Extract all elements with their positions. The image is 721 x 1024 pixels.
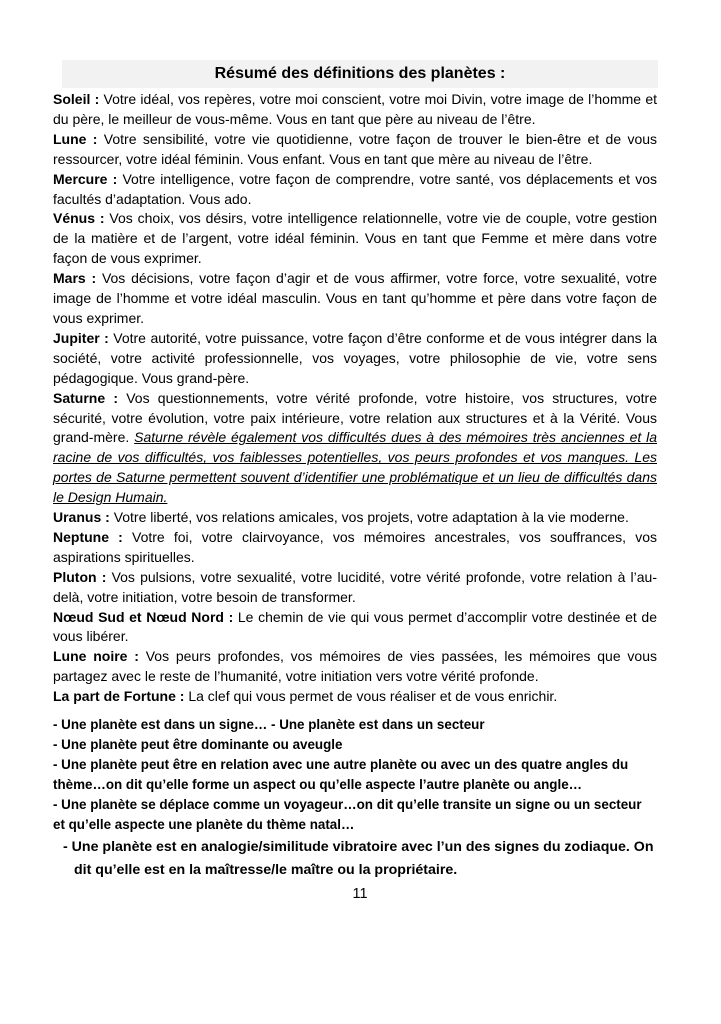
definition-text: Vos questionnements, votre vérité profonde, votre histoire, vos structures, votre sécurité, votre évolution, votre paix intérieure, votre relation aux structures et à la Vérité. Vous grand-mère.	[53, 389, 657, 446]
definition-text: Vos peurs profondes, vos mémoires de vies passées, les mémoires que vous partagez avec le reste de l’humanité, votre initiation vers votre vérité profonde.	[53, 648, 657, 685]
definition-term: Nœud Sud et Nœud Nord :	[53, 608, 234, 625]
definition-text: Vos choix, vos désirs, votre intelligence relationnelle, votre vie de couple, votre gestion de la matière et de l’argent, votre idéal féminin. Vous en tant que Femme et mère dans votre façon de vous exprimer.	[53, 210, 657, 267]
definition-term: Lune :	[53, 130, 98, 147]
definition-part-de-fortune	[53, 687, 657, 707]
definition-text: Votre intelligence, votre façon de comprendre, votre santé, vos déplacements et vos facultés d’adaptation. Vous ado.	[53, 170, 657, 207]
definition-mercure	[53, 170, 657, 210]
page-number: 11	[352, 886, 368, 903]
title-banner	[62, 60, 658, 88]
definition-text: La clef qui vous permet de vous réaliser et de vous enrichir.	[188, 688, 558, 705]
definition-term: Mercure :	[53, 170, 118, 187]
page-content	[53, 90, 657, 905]
definition-term: Mars :	[53, 270, 97, 287]
definition-lune	[53, 130, 657, 170]
page-title: Résumé des définitions des planètes :	[214, 65, 506, 82]
definition-term: Pluton :	[53, 568, 107, 585]
note-item: - Une planète peut être dominante ou aveugle	[53, 737, 343, 753]
definition-soleil	[53, 90, 657, 130]
definition-text: Votre autorité, votre puissance, votre façon d’être conforme et de vous intégrer dans la société, votre activité professionnelle, vos voyages, votre philosophie de vie, votre sens pédagogique. Vous grand-père.	[53, 329, 657, 386]
definition-emphasis: Saturne révèle également vos difficultés dues à des mémoires très anciennes et la racine de vos difficultés, vos faiblesses potentielles, vos peurs profondes et vos manques. Les portes de Saturne permettent souvent d’identifier une problématique et un lieu de difficultés dans le Design Humain.	[53, 429, 657, 506]
definition-term: Uranus :	[53, 509, 110, 526]
note-item: - Une planète se déplace comme un voyageur…on dit qu’elle transite un signe ou un secteur et qu’elle aspecte une planète du thème natal…	[53, 797, 642, 833]
notes-list	[53, 715, 657, 835]
definition-saturne	[53, 389, 657, 508]
definition-text: Votre foi, votre clairvoyance, vos mémoires ancestrales, vos souffrances, vos aspirations spirituelles.	[53, 528, 657, 565]
definition-venus	[53, 209, 657, 269]
definitions-list	[53, 90, 657, 707]
note-item: - Une planète peut être en relation avec une autre planète ou avec un des quatre angles du thème…on dit qu’elle forme un aspect ou qu’elle aspecte l’autre planète ou angle…	[53, 757, 629, 793]
definition-text: Votre liberté, vos relations amicales, vos projets, votre adaptation à la vie moderne.	[113, 509, 629, 526]
definition-term: Vénus :	[53, 210, 105, 227]
definition-text: Vos pulsions, votre sexualité, votre lucidité, votre vérité profonde, votre relation à l’au-delà, votre initiation, votre besoin de transformer.	[53, 568, 657, 605]
definition-term: Lune noire :	[53, 648, 139, 665]
definition-term: Neptune :	[53, 528, 123, 545]
definition-uranus	[53, 508, 657, 528]
definition-term: La part de Fortune :	[53, 688, 185, 705]
definition-jupiter	[53, 329, 657, 389]
definition-term: Soleil :	[53, 91, 100, 107]
definition-pluton	[53, 568, 657, 608]
final-note: - Une planète est en analogie/similitude vibratoire avec l’un des signes du zodiaque. On dit qu’elle est en la maîtresse/le maître ou la propriétaire.	[63, 839, 654, 879]
definition-term: Jupiter :	[53, 329, 109, 346]
definition-text: Votre sensibilité, votre vie quotidienne, votre façon de trouver le bien-être et de vous ressourcer, votre idéal féminin. Vous enfant. Vous en tant que mère au niveau de l’être.	[53, 130, 658, 167]
definition-text: Votre idéal, vos repères, votre moi conscient, votre moi Divin, votre image de l’homme et du père, le meilleur de vous-même. Vous en tant que père au niveau de l’être.	[53, 91, 657, 127]
note-item: - Une planète est dans un signe… - Une planète est dans un secteur	[53, 717, 485, 733]
definition-noeuds	[53, 608, 657, 648]
definition-text: Vos décisions, votre façon d’agir et de vous affirmer, votre force, votre sexualité, votre image de l’homme et votre idéal masculin. Vous en tant qu’homme et père dans votre façon de vous exprimer.	[53, 270, 658, 326]
definition-lune-noire	[53, 647, 657, 687]
definition-term: Saturne :	[53, 389, 119, 406]
definition-neptune	[53, 528, 657, 568]
definition-text: Le chemin de vie qui vous permet d’accomplir votre destinée et de vous libérer.	[53, 608, 657, 645]
definition-mars	[53, 269, 657, 329]
